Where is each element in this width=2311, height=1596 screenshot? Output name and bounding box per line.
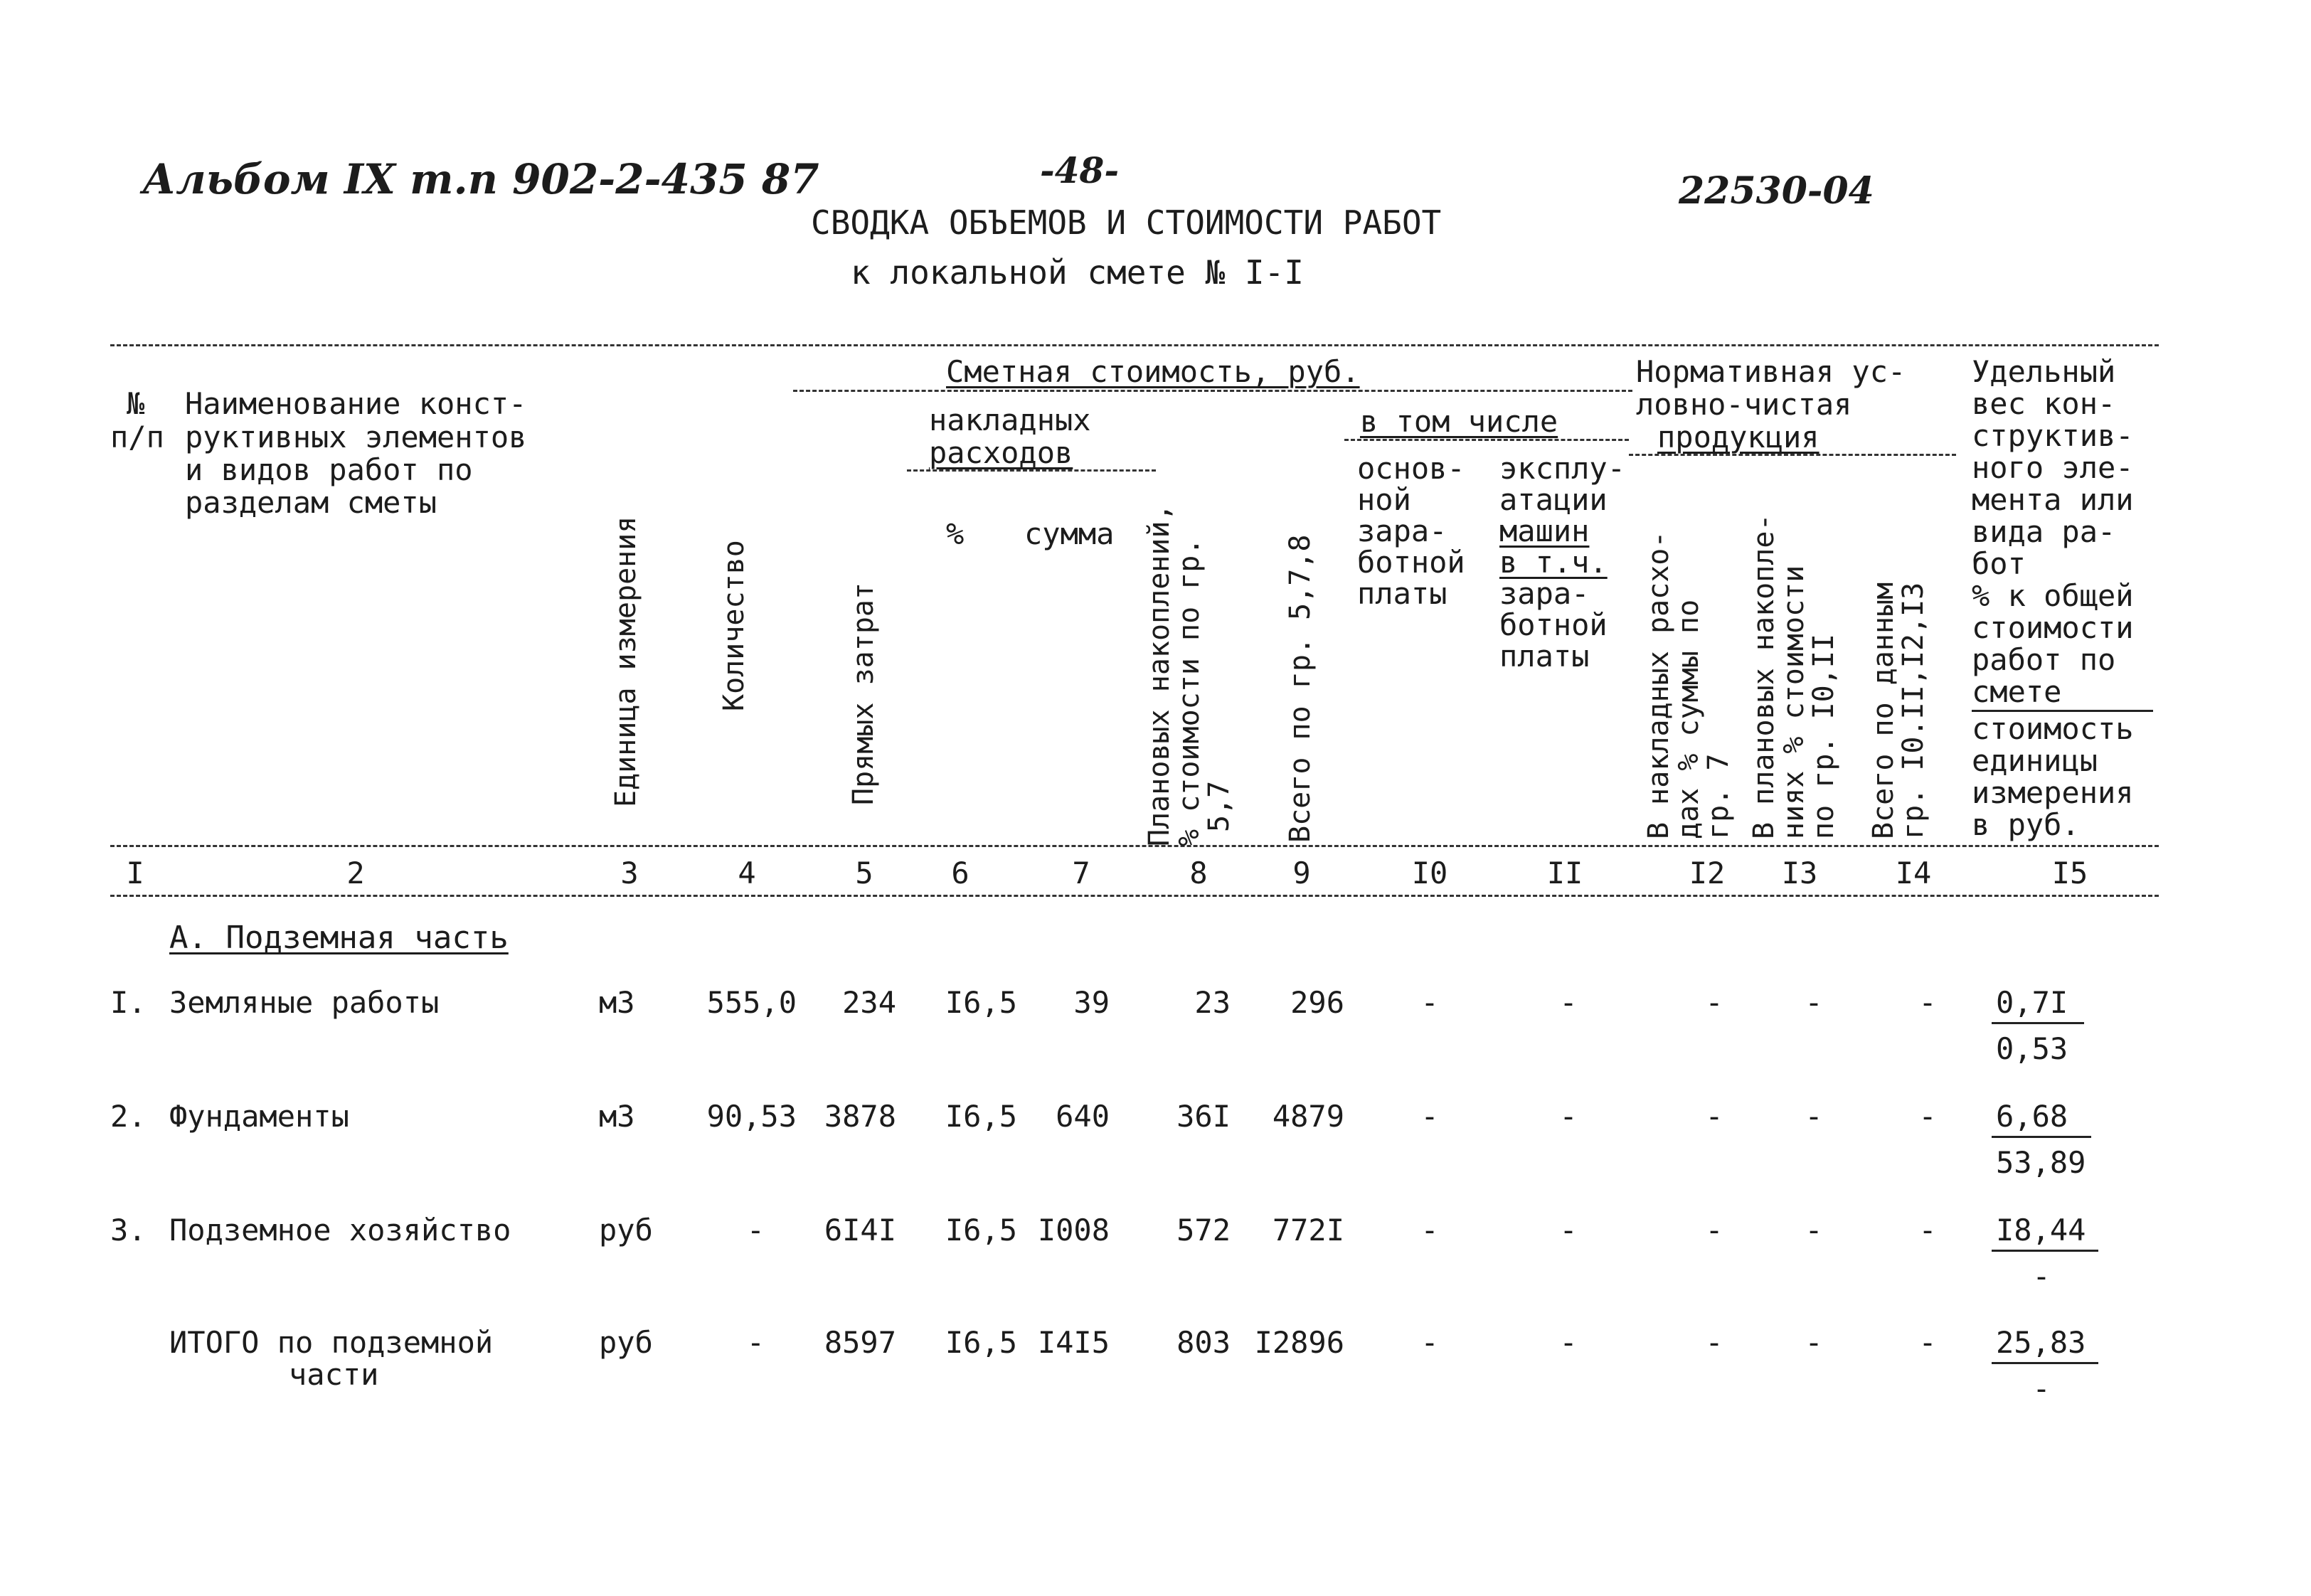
row-unit: м3 [599, 985, 635, 1020]
col15-header-l6: вида ра- [1972, 514, 2116, 549]
row-unit: руб [599, 1213, 653, 1247]
row-unit: м3 [599, 1099, 635, 1134]
col15-header-l3: структив- [1972, 418, 2134, 453]
row-direct: 3878 [824, 1099, 896, 1134]
col1-header-line1: № [127, 386, 145, 421]
row-share-percent: 6,68 [1996, 1099, 2068, 1134]
row-direct: 6I4I [824, 1213, 896, 1247]
col4-header: Количество [718, 540, 750, 711]
col-number: I4 [1895, 856, 1932, 890]
row-c10: - [1420, 1325, 1439, 1360]
row-c14: - [1918, 1099, 1937, 1134]
col8-header-line2: % стоимости по гр. [1173, 538, 1206, 846]
col-number: 6 [951, 856, 969, 890]
total-name-line1: ИТОГО по подземной [169, 1325, 494, 1360]
col-number: 2 [346, 856, 365, 890]
col10-header-l2: ной [1357, 482, 1411, 517]
header-top-rule [110, 344, 2159, 346]
col10-header-l4: ботной [1357, 545, 1465, 580]
row-c10: - [1420, 1213, 1439, 1247]
row-c11: - [1559, 1213, 1578, 1247]
row-c13: - [1805, 1325, 1823, 1360]
total-name-line2: части [289, 1357, 379, 1392]
col9-header: Всего по гр. 5,7,8 [1284, 534, 1317, 843]
col8-header-line3: 5,7 [1203, 780, 1236, 832]
share-fraction-line [1992, 1022, 2084, 1024]
row-pct: I6,5 [945, 1325, 1017, 1360]
col11-header-l2: атации [1499, 482, 1608, 517]
header-bottom-rule [110, 845, 2159, 847]
col11-header-l1: эксплу- [1499, 451, 1626, 486]
col1-header-line2: п/п [110, 420, 164, 454]
row-plan: 572 [1176, 1213, 1231, 1247]
row-c12: - [1705, 1099, 1723, 1134]
col10-header-l3: зара- [1357, 514, 1447, 548]
album-reference: Альбом IX т.п 902-2-435 87 [142, 155, 819, 203]
col-number: II [1546, 856, 1583, 890]
row-direct: 8597 [824, 1325, 896, 1360]
row-qty: - [746, 1325, 765, 1360]
col15-header-l10: работ по [1972, 642, 2116, 677]
col11-header-l7: платы [1499, 639, 1590, 674]
col5-header: Прямых затрат [847, 582, 880, 805]
col-number: 7 [1072, 856, 1090, 890]
row-c10: - [1420, 985, 1439, 1020]
row-plan: 36I [1176, 1099, 1231, 1134]
col15-header-l12: стоимость [1972, 711, 2134, 746]
col10-header-l5: платы [1357, 576, 1447, 611]
col-number: I2 [1689, 856, 1726, 890]
row-sum: I4I5 [1037, 1325, 1110, 1360]
row-plan: 23 [1194, 985, 1231, 1020]
share-fraction-line [1992, 1250, 2098, 1252]
col12-header-line1: В накладных расхо- [1642, 531, 1675, 839]
col-number: 8 [1189, 856, 1208, 890]
overhead-group-line1: накладных [929, 403, 1091, 437]
row-share-percent: 25,83 [1996, 1325, 2086, 1360]
row-direct: 234 [842, 985, 896, 1020]
norm-group-line1: Нормативная ус- [1636, 354, 1906, 389]
col-number-rule [110, 895, 2159, 897]
row-c11: - [1559, 985, 1578, 1020]
row-name: Подземное хозяйство [169, 1213, 511, 1247]
col13-header-line2: ниях % стоимости [1778, 565, 1810, 839]
row-total: I2896 [1254, 1325, 1344, 1360]
row-unit-cost: - [2032, 1259, 2051, 1294]
row-c14: - [1918, 1325, 1937, 1360]
cost-group-rule [793, 390, 1632, 392]
row-sum: 640 [1056, 1099, 1110, 1134]
document-code: 22530-04 [1679, 169, 1874, 213]
row-c13: - [1805, 985, 1823, 1020]
share-fraction-line [1992, 1136, 2091, 1138]
col3-header: Единица измерения [610, 516, 642, 807]
row-pct: I6,5 [945, 1213, 1017, 1247]
col-number: 9 [1292, 856, 1311, 890]
row-c10: - [1420, 1099, 1439, 1134]
col15-header-l13: единицы [1972, 743, 2098, 778]
col15-header-l1: Удельный [1972, 354, 2116, 389]
col13-header-line1: В плановых накопле- [1748, 514, 1780, 839]
col-number: I0 [1411, 856, 1448, 890]
col-number: I3 [1781, 856, 1818, 890]
row-number: 2. [110, 1099, 147, 1134]
row-number: I. [110, 985, 147, 1020]
row-name: Земляные работы [169, 985, 440, 1020]
row-sum: I008 [1037, 1213, 1110, 1247]
col10-header-l1: основ- [1357, 451, 1465, 486]
row-c12: - [1705, 1325, 1723, 1360]
col15-header-l15: в руб. [1972, 807, 2080, 842]
row-plan: 803 [1176, 1325, 1231, 1360]
col-number: 4 [738, 856, 756, 890]
cost-group-header: Сметная стоимость, руб. [946, 354, 1360, 389]
page-subtitle: к локальной смете № I-I [851, 253, 1304, 292]
col11-header-l4: в т.ч. [1499, 545, 1608, 580]
share-fraction-line [1992, 1362, 2098, 1364]
row-c14: - [1918, 1213, 1937, 1247]
row-pct: I6,5 [945, 985, 1017, 1020]
row-c12: - [1705, 1213, 1723, 1247]
incl-group-header: в том числе [1360, 404, 1558, 439]
row-total: 4879 [1272, 1099, 1344, 1134]
row-unit-cost: - [2032, 1371, 2051, 1406]
page-number: -48- [1040, 149, 1120, 191]
col12-header-line2: дах % суммы по [1672, 599, 1705, 839]
row-sum: 39 [1073, 985, 1110, 1020]
row-share-percent: 0,7I [1996, 985, 2068, 1020]
col12-header-line3: гр. 7 [1702, 753, 1735, 839]
col2-header-line3: и видов работ по [185, 452, 473, 487]
col15-header-l4: ного эле- [1972, 450, 2134, 485]
col-number: I5 [2051, 856, 2088, 890]
col2-header-line2: руктивных элементов [185, 420, 527, 454]
col15-header-l2: вес кон- [1972, 386, 2116, 421]
row-number: 3. [110, 1213, 147, 1247]
row-pct: I6,5 [945, 1099, 1017, 1134]
col13-header-line3: по гр. I0,II [1807, 634, 1840, 839]
page-title: СВОДКА ОБЪЕМОВ И СТОИМОСТИ РАБОТ [811, 203, 1442, 242]
row-total: 772I [1272, 1213, 1344, 1247]
col7-header: сумма [1024, 516, 1115, 551]
col-number: I [126, 856, 144, 890]
col15-header-l11: смете [1972, 674, 2062, 709]
row-unit: руб [599, 1325, 653, 1360]
row-c13: - [1805, 1099, 1823, 1134]
row-share-percent: I8,44 [1996, 1213, 2086, 1247]
col11-header-l6: ботной [1499, 607, 1608, 642]
section-title: А. Подземная часть [169, 920, 509, 956]
norm-group-line3: продукция [1657, 420, 1819, 454]
row-c14: - [1918, 985, 1937, 1020]
col2-header-line4: разделам сметы [185, 485, 437, 520]
row-unit-cost: 53,89 [1996, 1145, 2086, 1180]
col14-header-line2: гр. I0.II,I2,I3 [1897, 582, 1930, 839]
row-qty: 90,53 [706, 1099, 797, 1134]
col-number: 3 [620, 856, 639, 890]
norm-group-line2: ловно-чистая [1636, 387, 1852, 422]
row-c13: - [1805, 1213, 1823, 1247]
row-c11: - [1559, 1325, 1578, 1360]
row-c12: - [1705, 985, 1723, 1020]
row-c11: - [1559, 1099, 1578, 1134]
col8-header-line1: Плановых накоплений, [1143, 504, 1176, 846]
row-total: 296 [1290, 985, 1344, 1020]
row-qty: - [746, 1213, 765, 1247]
col15-header-l9: стоимости [1972, 610, 2134, 645]
row-qty: 555,0 [706, 985, 797, 1020]
col-number: 5 [855, 856, 873, 890]
col11-header-l5: зара- [1499, 576, 1590, 611]
col15-header-l5: мента или [1972, 482, 2134, 517]
overhead-group-line2: расходов [929, 435, 1073, 470]
row-unit-cost: 0,53 [1996, 1031, 2068, 1066]
col15-header-l7: бот [1972, 546, 2026, 581]
col2-header-line1: Наименование конст- [185, 386, 527, 421]
col14-header-line1: Всего по данным [1867, 582, 1900, 839]
row-name: Фундаменты [169, 1099, 349, 1134]
col15-header-l8: % к общей [1972, 578, 2134, 613]
col6-header: % [946, 516, 965, 551]
incl-group-rule [1344, 439, 1629, 441]
col15-header-l14: измерения [1972, 775, 2134, 810]
col11-header-l3: машин [1499, 514, 1590, 548]
